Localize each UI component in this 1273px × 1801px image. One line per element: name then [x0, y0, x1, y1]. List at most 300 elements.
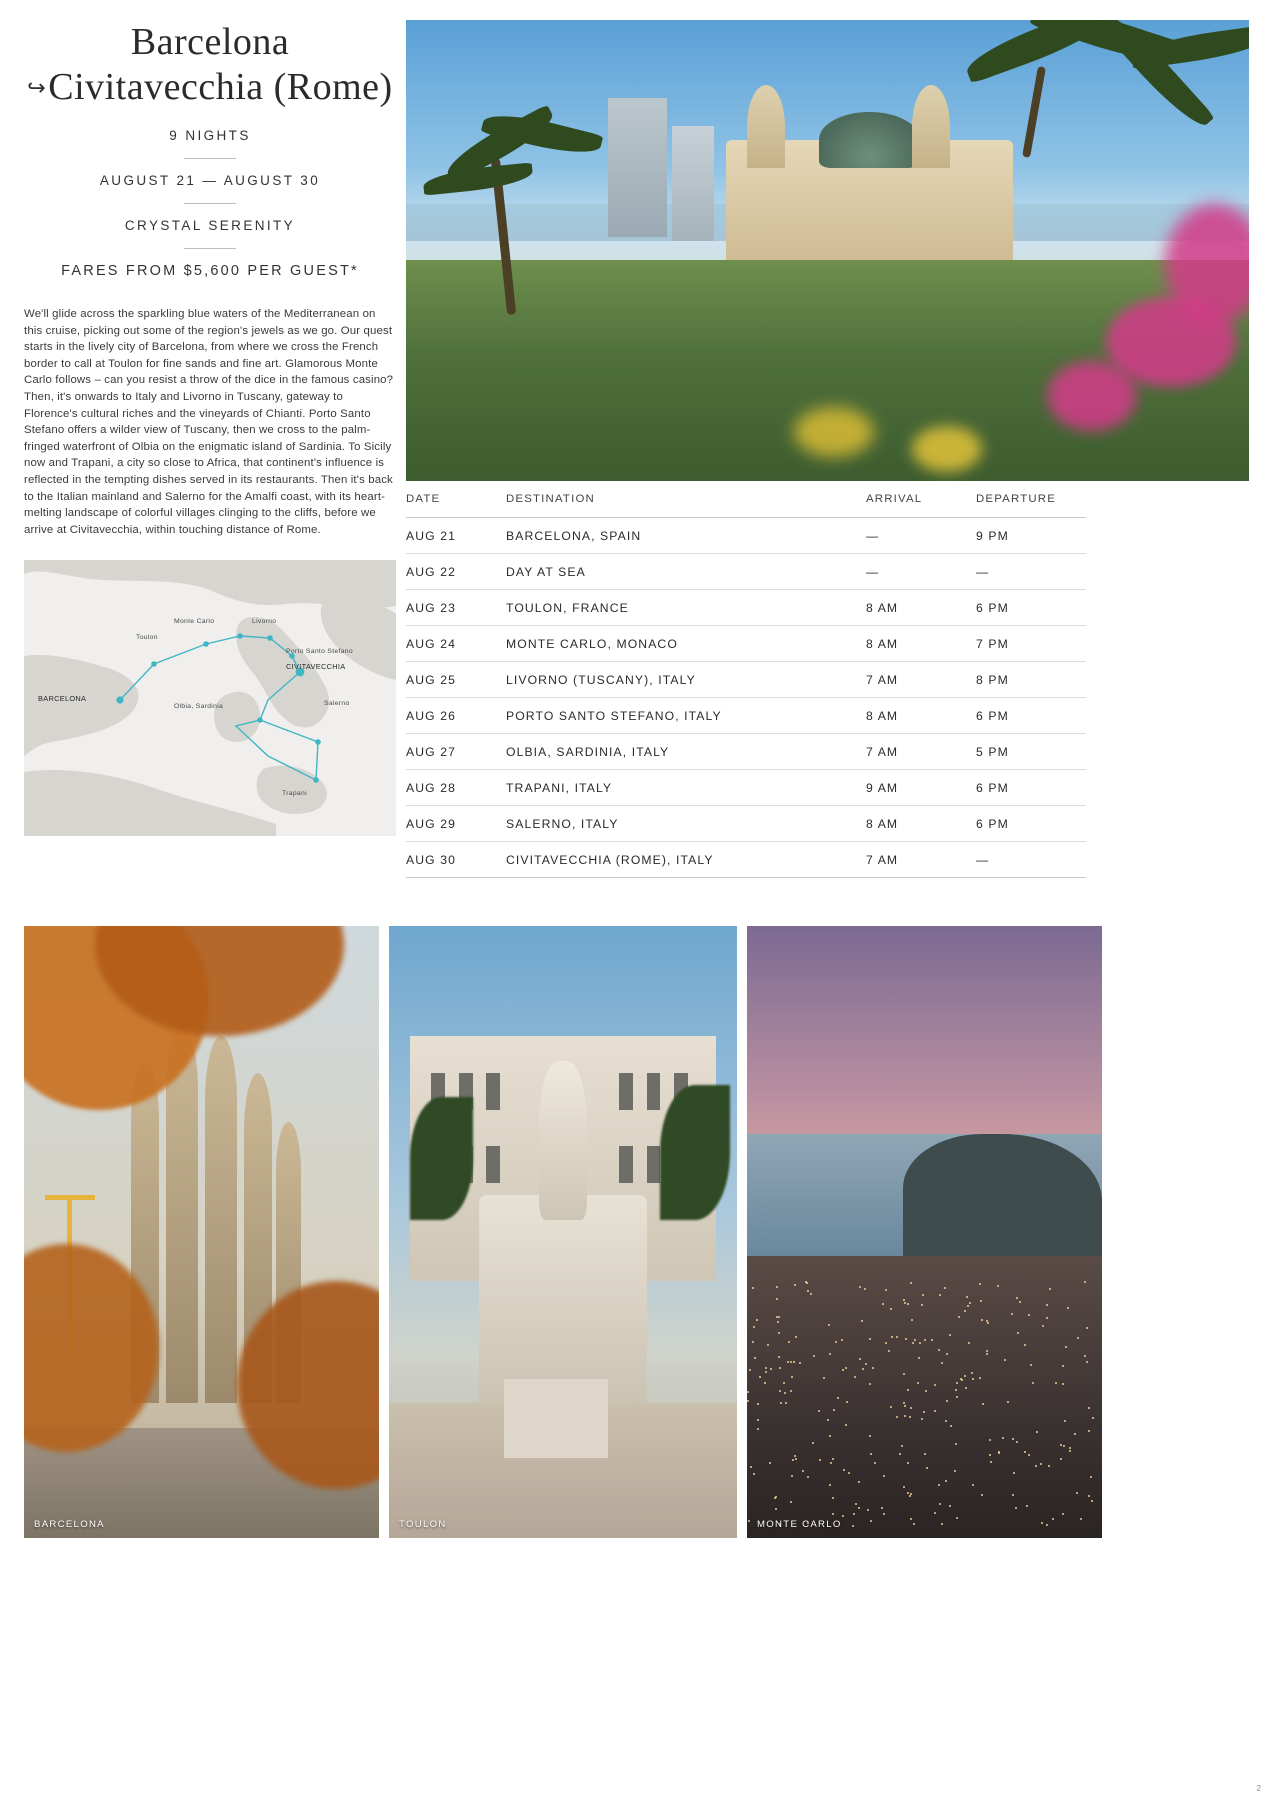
city-light — [938, 1484, 940, 1486]
city-light — [1012, 1438, 1014, 1440]
city-light — [1002, 1437, 1004, 1439]
title-destination-row — [24, 64, 396, 111]
city-light — [862, 1368, 864, 1370]
city-light — [919, 1342, 921, 1344]
city-light — [788, 1341, 790, 1343]
city-light — [1092, 1417, 1094, 1419]
city-light — [909, 1416, 911, 1418]
city-light — [748, 1520, 750, 1522]
city-light — [829, 1353, 831, 1355]
city-light — [870, 1520, 872, 1522]
city-light — [1067, 1307, 1069, 1309]
city-light — [945, 1480, 947, 1482]
city-light — [843, 1469, 845, 1471]
city-light — [867, 1509, 869, 1511]
city-light — [1019, 1301, 1021, 1303]
city-light — [872, 1367, 874, 1369]
city-light — [790, 1390, 792, 1392]
table-header-row — [406, 493, 1086, 518]
city-light — [944, 1287, 946, 1289]
cell-departure: 9 PM — [976, 518, 1086, 554]
city-light — [852, 1525, 854, 1527]
city-light — [1012, 1494, 1014, 1496]
city-light — [891, 1336, 893, 1338]
city-light — [1049, 1288, 1051, 1290]
city-light — [770, 1368, 772, 1370]
table-row — [406, 590, 1086, 626]
city-light — [917, 1382, 919, 1384]
cell-date: AUG 25 — [406, 662, 506, 698]
city-light — [757, 1403, 759, 1405]
city-light — [756, 1319, 758, 1321]
toulon-scene — [389, 926, 737, 1538]
city-light — [1024, 1344, 1026, 1346]
city-light — [956, 1396, 958, 1398]
city-light — [1040, 1463, 1042, 1465]
city-light — [918, 1357, 920, 1359]
city-light — [1041, 1522, 1043, 1524]
city-light — [986, 1350, 988, 1352]
cell-departure: 5 PM — [976, 734, 1086, 770]
city-light — [823, 1377, 825, 1379]
city-light — [904, 1415, 906, 1417]
divider — [184, 248, 236, 249]
cell-arrival: 8 AM — [866, 698, 976, 734]
city-light — [752, 1341, 754, 1343]
city-light — [972, 1378, 974, 1380]
city-light — [1055, 1382, 1057, 1384]
cell-departure: 6 PM — [976, 698, 1086, 734]
city-light — [1046, 1524, 1048, 1526]
city-light — [794, 1455, 796, 1457]
cell-arrival: — — [866, 554, 976, 590]
city-light — [1015, 1507, 1017, 1509]
city-light — [956, 1382, 958, 1384]
city-light — [903, 1486, 905, 1488]
photo-barcelona — [24, 926, 379, 1538]
city-light — [855, 1503, 857, 1505]
city-light — [749, 1369, 751, 1371]
cell-departure: — — [976, 842, 1086, 878]
city-light — [1016, 1441, 1018, 1443]
city-light — [924, 1453, 926, 1455]
city-light — [753, 1473, 755, 1475]
cell-destination: TRAPANI, ITALY — [506, 770, 866, 806]
city-light — [1080, 1518, 1082, 1520]
table-row — [406, 806, 1086, 842]
city-light — [964, 1310, 966, 1312]
city-light — [874, 1462, 876, 1464]
city-light — [1028, 1454, 1030, 1456]
city-light — [883, 1513, 885, 1515]
city-light — [910, 1282, 912, 1284]
meta-fares: FARES FROM $5,600 PER GUEST* — [61, 263, 359, 279]
map-label: CIVITAVECCHIA — [286, 662, 346, 672]
city-light — [1062, 1365, 1064, 1367]
city-light — [1084, 1355, 1086, 1357]
city-light — [941, 1362, 943, 1364]
city-light — [972, 1484, 974, 1486]
city-light — [776, 1316, 778, 1318]
city-light — [769, 1462, 771, 1464]
city-light — [955, 1443, 957, 1445]
city-light — [813, 1355, 815, 1357]
cell-departure: 7 PM — [976, 626, 1086, 662]
cell-destination: PORTO SANTO STEFANO, ITALY — [506, 698, 866, 734]
cell-destination: LIVORNO (TUSCANY), ITALY — [506, 662, 866, 698]
city-light — [792, 1459, 794, 1461]
city-light — [901, 1445, 903, 1447]
city-light — [832, 1458, 834, 1460]
cell-date: AUG 29 — [406, 806, 506, 842]
city-light — [846, 1401, 848, 1403]
cell-arrival: 7 AM — [866, 662, 976, 698]
route-map — [24, 560, 396, 836]
city-light — [780, 1402, 782, 1404]
city-light — [890, 1308, 892, 1310]
table-row — [406, 554, 1086, 590]
city-light — [968, 1342, 970, 1344]
city-light — [753, 1326, 755, 1328]
city-light — [790, 1361, 792, 1363]
city-light — [754, 1357, 756, 1359]
city-light — [998, 1451, 1000, 1453]
city-light — [1088, 1407, 1090, 1409]
cell-date: AUG 30 — [406, 842, 506, 878]
city-light — [829, 1435, 831, 1437]
city-light — [923, 1411, 925, 1413]
city-light — [990, 1461, 992, 1463]
cell-arrival: 9 AM — [866, 770, 976, 806]
cell-destination: SALERNO, ITALY — [506, 806, 866, 842]
photo-strip — [24, 926, 1249, 1538]
city-light — [1046, 1317, 1048, 1319]
city-light — [779, 1390, 781, 1392]
city-light — [979, 1377, 981, 1379]
city-light — [785, 1402, 787, 1404]
city-light — [966, 1296, 968, 1298]
city-light — [791, 1475, 793, 1477]
city-light — [896, 1416, 898, 1418]
city-light — [989, 1454, 991, 1456]
cell-arrival: 8 AM — [866, 590, 976, 626]
city-light — [955, 1389, 957, 1391]
city-light — [854, 1376, 856, 1378]
city-light — [869, 1435, 871, 1437]
city-light — [1028, 1314, 1030, 1316]
city-light — [925, 1390, 927, 1392]
city-light — [794, 1284, 796, 1286]
meta-dates: AUGUST 21 — AUGUST 30 — [99, 173, 321, 188]
city-light — [787, 1361, 789, 1363]
city-light — [904, 1302, 906, 1304]
city-light — [859, 1286, 861, 1288]
city-light — [776, 1286, 778, 1288]
map-labels — [24, 560, 396, 836]
city-light — [1076, 1492, 1078, 1494]
city-light — [848, 1472, 850, 1474]
city-light — [845, 1424, 847, 1426]
meta-nights: 9 NIGHTS — [169, 128, 251, 143]
hero-scene — [406, 20, 1249, 481]
table-row — [406, 770, 1086, 806]
city-light — [750, 1466, 752, 1468]
cell-departure: 6 PM — [976, 806, 1086, 842]
city-light — [1062, 1513, 1064, 1515]
table-row — [406, 662, 1086, 698]
city-light — [954, 1470, 956, 1472]
city-light — [832, 1513, 834, 1515]
city-light — [858, 1507, 860, 1509]
city-light — [778, 1356, 780, 1358]
city-light — [907, 1492, 909, 1494]
city-light — [971, 1372, 973, 1374]
city-light — [865, 1363, 867, 1365]
table-row — [406, 518, 1086, 554]
city-light — [757, 1419, 759, 1421]
city-light — [870, 1453, 872, 1455]
city-light — [819, 1459, 821, 1461]
city-light — [1088, 1430, 1090, 1432]
city-light — [1060, 1458, 1062, 1460]
city-light — [958, 1316, 960, 1318]
city-light — [907, 1462, 909, 1464]
map-label: Olbia, Sardinia — [174, 703, 224, 711]
city-light — [830, 1462, 832, 1464]
table-row — [406, 698, 1086, 734]
city-light — [842, 1369, 844, 1371]
hero-photo-monte-carlo-casino — [406, 20, 1249, 481]
city-light — [913, 1523, 915, 1525]
city-light — [793, 1361, 795, 1363]
city-light — [1030, 1364, 1032, 1366]
city-light — [949, 1334, 951, 1336]
cell-date: AUG 23 — [406, 590, 506, 626]
city-light — [924, 1339, 926, 1341]
city-light — [883, 1475, 885, 1477]
city-light — [914, 1339, 916, 1341]
itinerary-table-wrapper — [406, 493, 1086, 878]
city-light — [799, 1362, 801, 1364]
city-light — [905, 1338, 907, 1340]
city-light — [964, 1375, 966, 1377]
city-light — [1048, 1465, 1050, 1467]
cell-destination: DAY AT SEA — [506, 554, 866, 590]
city-light — [790, 1501, 792, 1503]
city-light — [842, 1515, 844, 1517]
city-light — [934, 1384, 936, 1386]
city-light — [778, 1316, 780, 1318]
column-header-departure: DEPARTURE — [976, 493, 1086, 518]
city-light — [1065, 1346, 1067, 1348]
voyage-meta — [24, 127, 396, 280]
city-light — [904, 1405, 906, 1407]
city-light — [1088, 1495, 1090, 1497]
city-light — [980, 1300, 982, 1302]
city-light — [965, 1387, 967, 1389]
map-label: BARCELONA — [38, 694, 87, 704]
city-light — [926, 1467, 928, 1469]
city-light — [1004, 1359, 1006, 1361]
city-light — [910, 1407, 912, 1409]
itinerary-rows — [406, 518, 1086, 878]
city-light — [969, 1302, 971, 1304]
city-light — [907, 1303, 909, 1305]
city-light — [869, 1383, 871, 1385]
city-light — [989, 1439, 991, 1441]
city-light — [795, 1336, 797, 1338]
title-destination: Civitavecchia (Rome) — [48, 66, 393, 108]
city-light — [807, 1290, 809, 1292]
column-header-destination: DESTINATION — [506, 493, 866, 518]
city-light — [896, 1336, 898, 1338]
city-light — [907, 1389, 909, 1391]
city-light — [997, 1285, 999, 1287]
city-light — [1035, 1465, 1037, 1467]
map-label: Porto Santo Stefano — [286, 648, 353, 656]
city-light — [1032, 1382, 1034, 1384]
itinerary-table — [406, 493, 1086, 878]
city-light — [888, 1350, 890, 1352]
meta-ship: CRYSTAL SERENITY — [124, 218, 296, 233]
city-light — [853, 1513, 855, 1515]
city-light — [783, 1382, 785, 1384]
city-light — [1026, 1505, 1028, 1507]
city-light — [1091, 1500, 1093, 1502]
city-light — [987, 1322, 989, 1324]
cell-date: AUG 27 — [406, 734, 506, 770]
city-light — [982, 1403, 984, 1405]
city-light — [885, 1342, 887, 1344]
city-light — [939, 1294, 941, 1296]
cell-destination: OLBIA, SARDINIA, ITALY — [506, 734, 866, 770]
city-light — [812, 1442, 814, 1444]
table-row — [406, 734, 1086, 770]
city-light — [921, 1418, 923, 1420]
city-light — [956, 1517, 958, 1519]
city-light — [945, 1420, 947, 1422]
city-light — [899, 1453, 901, 1455]
city-light — [795, 1458, 797, 1460]
city-light — [1086, 1361, 1088, 1363]
city-light — [1063, 1445, 1065, 1447]
cell-departure: 6 PM — [976, 590, 1086, 626]
city-light — [837, 1397, 839, 1399]
cell-date: AUG 28 — [406, 770, 506, 806]
city-light — [903, 1373, 905, 1375]
city-light — [841, 1339, 843, 1341]
city-light — [861, 1320, 863, 1322]
divider — [184, 158, 236, 159]
city-light — [986, 1353, 988, 1355]
city-light — [938, 1349, 940, 1351]
city-light — [912, 1342, 914, 1344]
city-light — [1064, 1420, 1066, 1422]
city-light — [981, 1494, 983, 1496]
city-light — [1011, 1313, 1013, 1315]
city-light — [1013, 1472, 1015, 1474]
cell-date: AUG 21 — [406, 518, 506, 554]
city-light — [885, 1289, 887, 1291]
city-light — [960, 1378, 962, 1380]
cell-date: AUG 26 — [406, 698, 506, 734]
city-light — [981, 1319, 983, 1321]
cell-arrival: 7 AM — [866, 842, 976, 878]
city-light — [946, 1400, 948, 1402]
city-light — [818, 1410, 820, 1412]
city-light — [1042, 1325, 1044, 1327]
city-light — [747, 1400, 749, 1402]
cell-departure: 6 PM — [976, 770, 1086, 806]
cell-arrival: — — [866, 518, 976, 554]
city-light — [934, 1410, 936, 1412]
city-light — [1074, 1433, 1076, 1435]
cell-destination: MONTE CARLO, MONACO — [506, 626, 866, 662]
photo-caption: MONTE CARLO — [757, 1519, 842, 1530]
city-light — [931, 1339, 933, 1341]
city-light — [1090, 1476, 1092, 1478]
city-light — [910, 1518, 912, 1520]
cell-arrival: 8 AM — [866, 626, 976, 662]
city-light — [911, 1319, 913, 1321]
column-header-date: DATE — [406, 493, 506, 518]
cell-arrival: 8 AM — [866, 806, 976, 842]
city-light — [941, 1523, 943, 1525]
city-light — [1062, 1383, 1064, 1385]
city-light — [777, 1321, 779, 1323]
city-light — [759, 1376, 761, 1378]
city-light — [950, 1425, 952, 1427]
page-title — [24, 20, 396, 111]
city-light — [1077, 1337, 1079, 1339]
photo-toulon — [389, 926, 737, 1538]
city-light — [881, 1507, 883, 1509]
city-light — [1069, 1447, 1071, 1449]
cell-arrival: 7 AM — [866, 734, 976, 770]
city-light — [835, 1341, 837, 1343]
city-light — [752, 1287, 754, 1289]
map-label: Toulon — [136, 634, 158, 642]
city-light — [1016, 1297, 1018, 1299]
city-light — [1052, 1518, 1054, 1520]
city-light — [1084, 1281, 1086, 1283]
table-row — [406, 842, 1086, 878]
city-light — [829, 1484, 831, 1486]
city-light — [779, 1367, 781, 1369]
cell-date: AUG 22 — [406, 554, 506, 590]
city-light — [882, 1303, 884, 1305]
city-light — [810, 1293, 812, 1295]
city-light — [1024, 1451, 1026, 1453]
city-light — [967, 1305, 969, 1307]
city-light — [1017, 1332, 1019, 1334]
city-light — [934, 1512, 936, 1514]
city-light — [921, 1304, 923, 1306]
left-column — [24, 20, 396, 836]
city-light — [890, 1406, 892, 1408]
photo-monte-carlo — [747, 926, 1102, 1538]
city-light — [1060, 1444, 1062, 1446]
city-light — [791, 1376, 793, 1378]
divider — [184, 203, 236, 204]
city-light — [979, 1283, 981, 1285]
arrow-icon: ↪ — [27, 75, 47, 100]
city-light — [1086, 1327, 1088, 1329]
cell-destination: CIVITAVECCHIA (ROME), ITALY — [506, 842, 866, 878]
title-origin: Barcelona — [130, 21, 290, 63]
city-light — [869, 1338, 871, 1340]
city-light — [767, 1344, 769, 1346]
